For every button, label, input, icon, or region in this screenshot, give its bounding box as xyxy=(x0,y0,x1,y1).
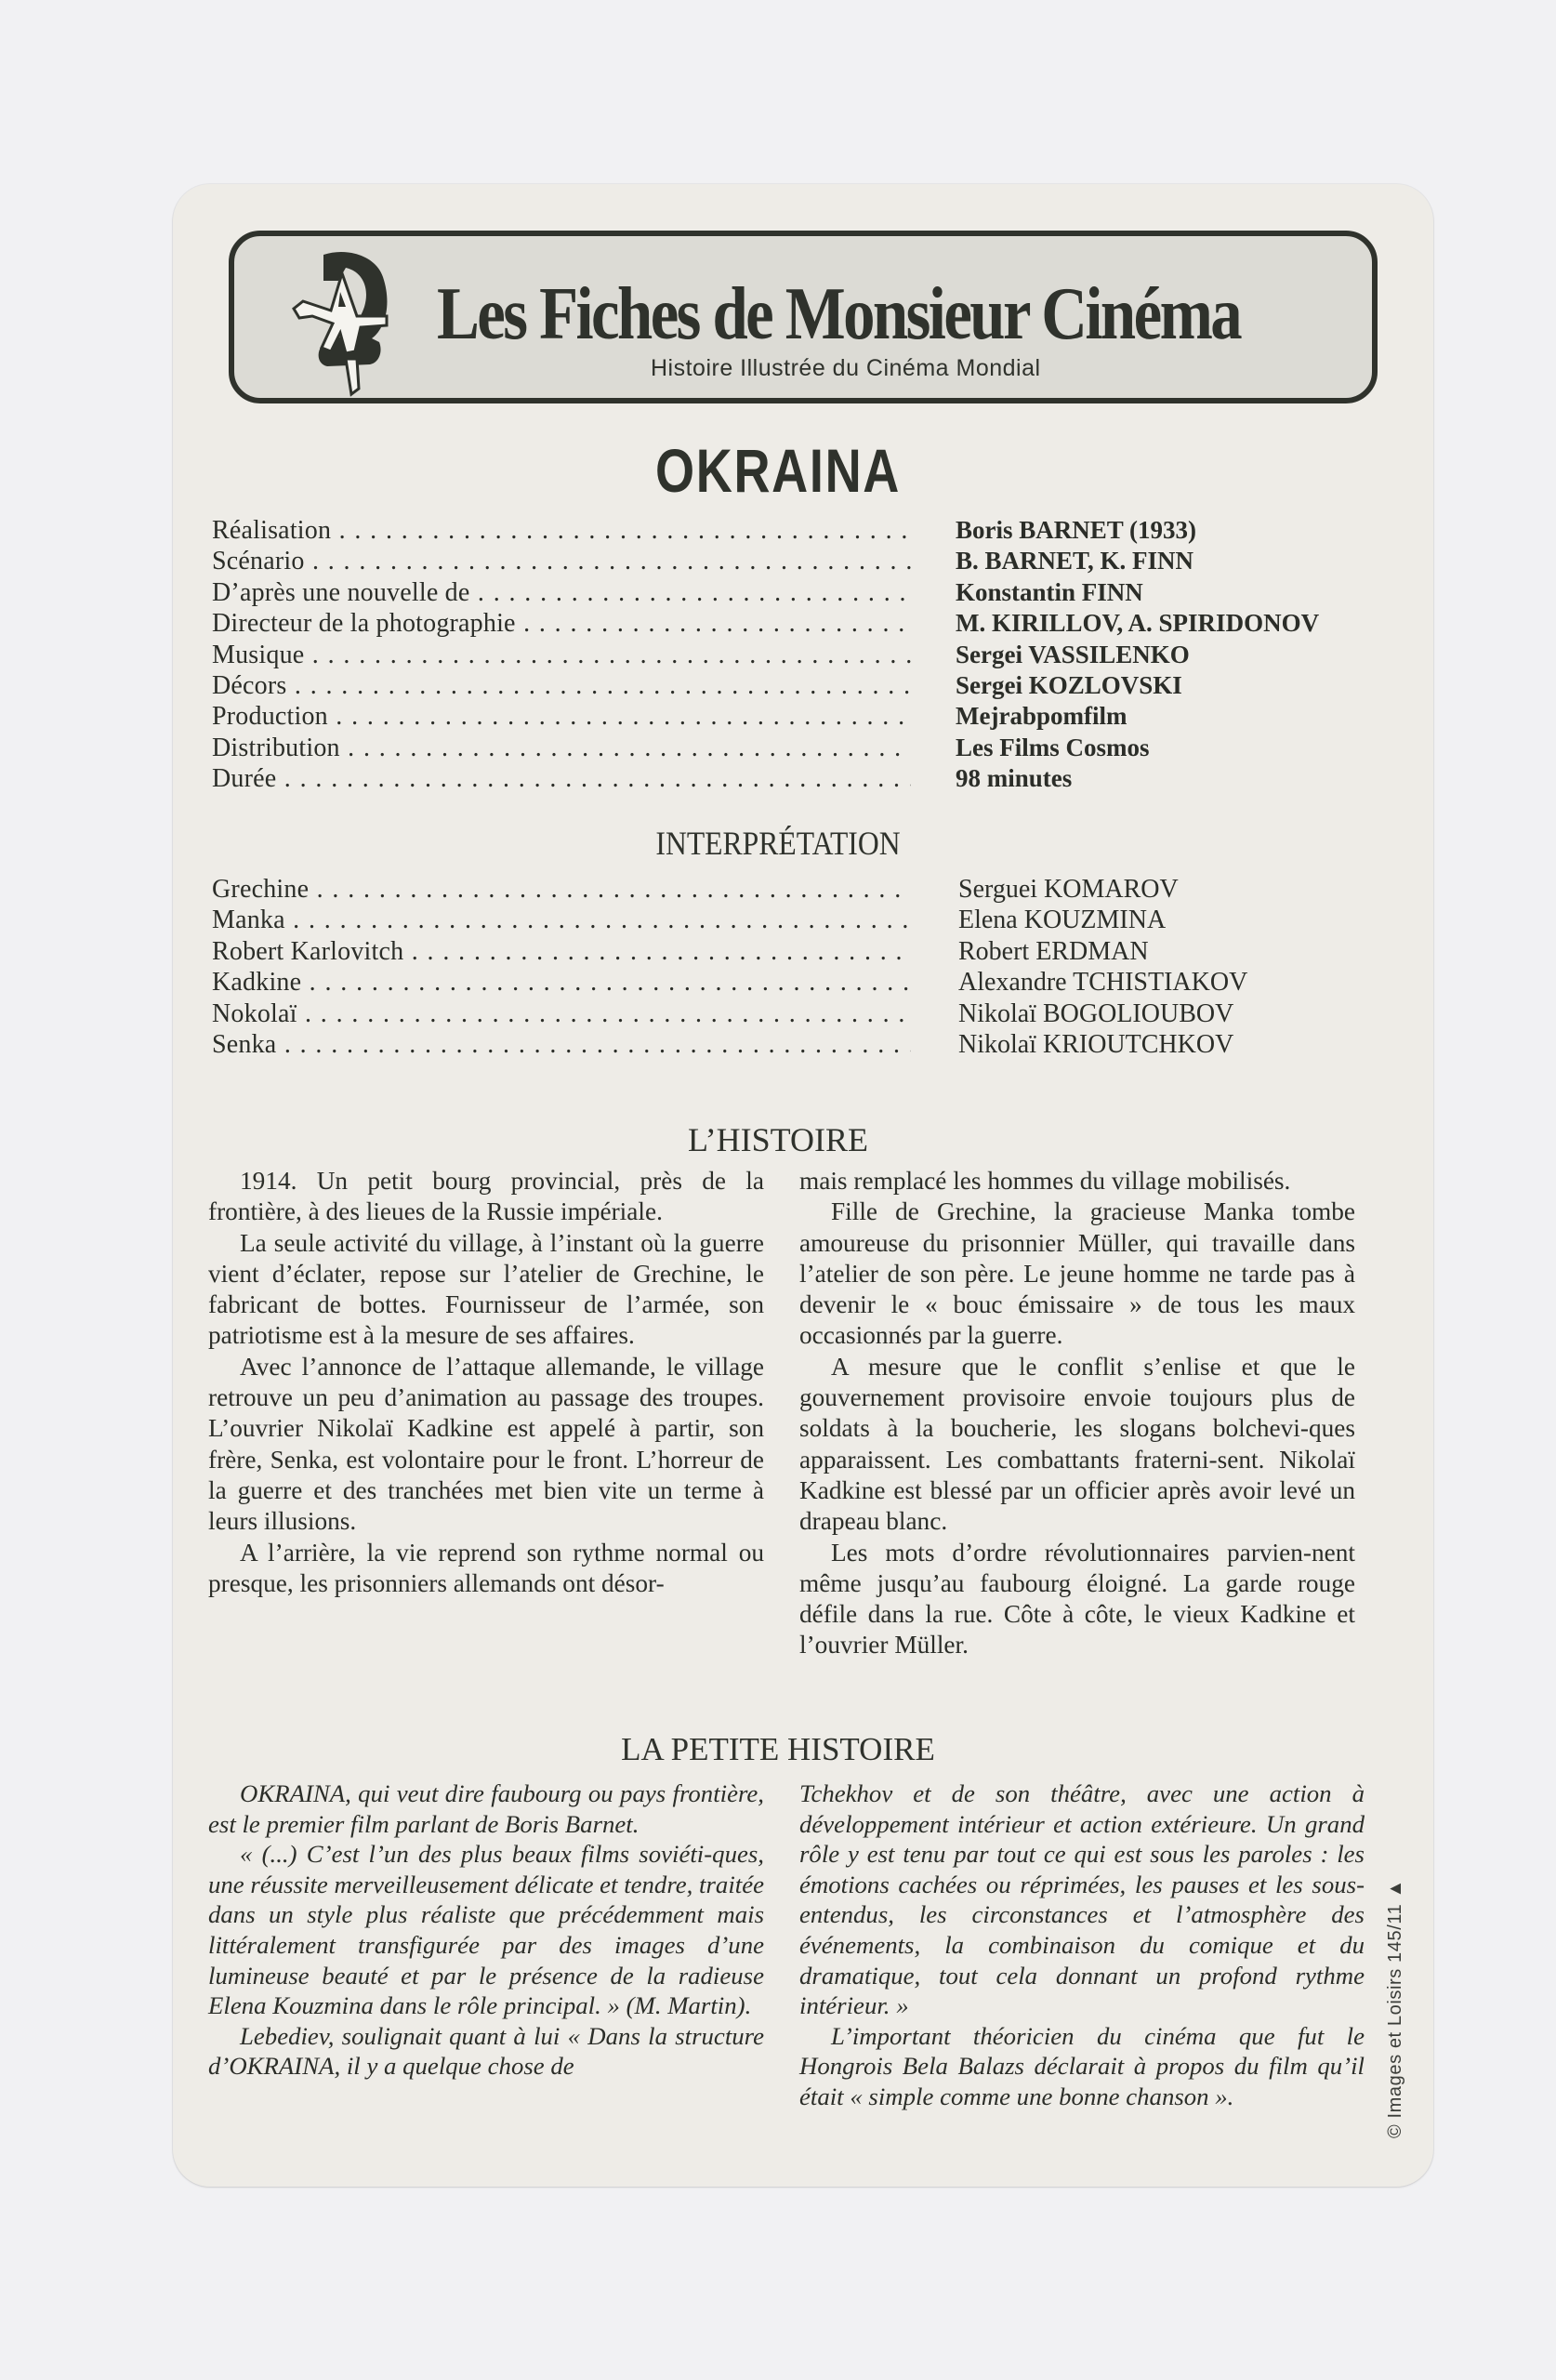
cast-role: Senka . . . xyxy=(212,1029,911,1060)
cast-actor: Alexandre TCHISTIAKOV xyxy=(958,968,1248,998)
interpretation-heading: INTERPRÉTATION xyxy=(655,825,901,862)
credit-value: Sergei VASSILENKO xyxy=(956,640,1190,668)
credit-value: B. BARNET, K. FINN xyxy=(956,547,1194,575)
credit-label: Scénario . . . xyxy=(212,546,911,576)
cast-actor: Elena KOUZMINA xyxy=(958,906,1167,935)
cast-actor: Robert ERDMAN xyxy=(958,936,1149,966)
credit-label: Durée . . . xyxy=(212,763,911,794)
cast-actor: Serguei KOMAROV xyxy=(958,875,1179,904)
histoire-paragraph: Fille de Grechine, la gracieuse Manka tombe amoureuse du prisonnier Müller, qui travaille dans l’atelier de son père. Le jeune homme ne tarde pas à devenir le « bouc émissaire » de tous les maux occasionnés par la guerre. xyxy=(799,1197,1355,1350)
credit-label: Décors . . . xyxy=(212,670,911,701)
credit-label: Directeur de la photographie . . . xyxy=(212,608,911,639)
credit-value: Boris BARNET (1933) xyxy=(956,516,1197,544)
credit-value: Sergei KOZLOVSKI xyxy=(956,670,1182,699)
credit-value: M. KIRILLOV, A. SPIRIDONOV xyxy=(956,609,1320,638)
petite-histoire-paragraph-continued: Tchekhov et de son théâtre, avec une action à développement intérieur et action extérieure. Un grand rôle y est tenu par tout ce qui est sous les paroles : les émotions cachées ou réprimées, les pauses et les sous-entendus, les circonstances et l’atmosphère des événements, la combinaison du comique et du dramatique, tout cela donnant un profond rythme intérieur. » xyxy=(799,1779,1365,2020)
histoire-paragraph: A mesure que le conflit s’enlise et que le gouvernement provisoire envoie toujours plus de soldats à la boucherie, les slogans bolchevi-ques apparaissent. Les combattants fraterni-sent. Nikolaï Kadkine est blessé par un officier après avoir levé un drapeau blanc. xyxy=(799,1352,1355,1536)
petite-histoire-paragraph: L’important théoricien du cinéma que fut le Hongrois Bela Balazs déclarait à propos du film qu’il était « simple comme une bonne chanson ». xyxy=(799,2021,1365,2110)
cast-role: Kadkine . . . xyxy=(212,967,911,998)
cast-actor: Nikolaï BOGOLIOUBOV xyxy=(958,998,1234,1028)
petite-histoire-paragraph: « (...) C’est l’un des plus beaux films soviéti-ques, une réussite merveilleusement délicate et tendre, traitée dans un style plus réaliste que précédemment mais littéralement transfigurée par des images d’une lumineuse beauté et par le présence de la radieuse Elena Kouzmina dans le rôle principal. » (M. Martin). xyxy=(208,1840,765,2020)
monsieur-cinema-logo-icon xyxy=(290,249,405,398)
credit-label: Distribution . . . xyxy=(212,733,911,763)
credit-value: 98 minutes xyxy=(956,764,1073,793)
histoire-paragraph: La seule activité du village, à l’instant où la guerre vient d’éclater, repose sur l’atelier de Grechine, le fabricant de bottes. Fournisseur de l’armée, son patriotisme est à la mesure de ses affaires. xyxy=(208,1228,764,1350)
cast-role: Robert Karlovitch . . . xyxy=(212,936,911,967)
cast-role: Grechine . . . xyxy=(212,874,911,905)
copyright-notice: © Images et Loisirs 145/11 ▲ xyxy=(1385,1879,1405,2138)
petite-histoire-paragraph: OKRAINA, qui veut dire faubourg ou pays frontière, est le premier film parlant de Boris Barnet. xyxy=(208,1779,764,1838)
cast-role: Nokolaï . . . xyxy=(212,998,911,1029)
petite-histoire-paragraph: Lebediev, soulignait quant à lui « Dans la structure d’OKRAINA, il y a quelque chose de xyxy=(208,2021,764,2081)
credit-value: Mejrabpomfilm xyxy=(956,702,1127,731)
credit-label: Musique . . . xyxy=(212,640,911,670)
credit-label: D’après une nouvelle de . . . xyxy=(212,577,911,608)
petite-histoire-right-column xyxy=(799,1778,1365,2112)
histoire-paragraph-continued: mais remplacé les hommes du village mobilisés. xyxy=(799,1167,1291,1195)
credit-label: Réalisation . . . xyxy=(212,515,911,546)
histoire-heading: L’HISTOIRE xyxy=(687,1121,868,1158)
credit-value: Konstantin FINN xyxy=(956,577,1143,606)
histoire-left-column xyxy=(208,1166,764,1599)
cast-role: Manka . . . xyxy=(212,905,911,935)
credit-label: Production . . . xyxy=(212,701,911,732)
petite-histoire-heading: LA PETITE HISTOIRE xyxy=(621,1731,935,1767)
brand-title: Les Fiches de Monsieur Cinéma xyxy=(437,273,1241,355)
histoire-paragraph: 1914. Un petit bourg provincial, près de la frontière, à des lieues de la Russie impériale. xyxy=(208,1167,764,1226)
histoire-paragraph: Les mots d’ordre révolutionnaires parvien-nent même jusqu’au faubourg éloigné. La garde rouge défile dans la rue. Côte à côte, le vieux Kadkine et l’ouvrier Müller. xyxy=(799,1538,1355,1659)
histoire-right-column xyxy=(799,1166,1355,1661)
petite-histoire-left-column xyxy=(208,1778,764,2082)
credit-value: Les Films Cosmos xyxy=(956,733,1150,761)
histoire-paragraph: A l’arrière, la vie reprend son rythme normal ou presque, les prisonniers allemands ont désor- xyxy=(208,1538,764,1597)
histoire-paragraph: Avec l’annonce de l’attaque allemande, le village retrouve un peu d’animation au passage des troupes. L’ouvrier Nikolaï Kadkine est appelé à partir, son frère, Senka, est volontaire pour le front. L’horreur de la guerre et des tranchées met bien vite un terme à leurs illusions. xyxy=(208,1352,764,1536)
cast-actor: Nikolaï KRIOUTCHKOV xyxy=(958,1029,1234,1059)
brand-subtitle: Histoire Illustrée du Cinéma Mondial xyxy=(651,355,1041,381)
film-title: OKRAINA xyxy=(654,436,902,505)
